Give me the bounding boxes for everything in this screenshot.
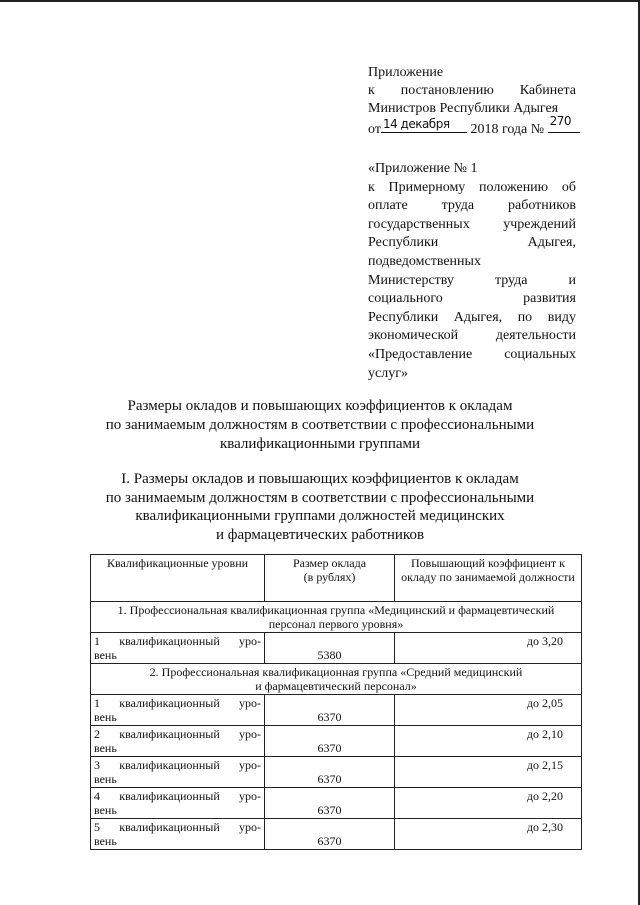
appendix-word: Кабинета — [519, 83, 576, 98]
heading-line: Размеры окладов и повышающих коэффициентов к окладам — [127, 398, 513, 414]
level-cell — [91, 695, 265, 726]
document-heading — [60, 397, 580, 454]
coefficient-cell: до 2,10 — [395, 726, 582, 757]
appendix-1-line — [368, 216, 576, 235]
salary-table — [90, 554, 582, 850]
word: Республики — [368, 235, 439, 251]
word: Примерному — [388, 179, 466, 195]
appendix-1-block — [368, 160, 576, 383]
word: экономической — [368, 328, 459, 344]
word: работников — [508, 198, 576, 214]
word: Адыгея, — [527, 235, 576, 251]
level-number: 2 — [94, 727, 100, 741]
table-row — [91, 695, 582, 726]
word: социальных — [504, 346, 576, 362]
appendix-1-line — [368, 197, 576, 216]
word: подведомственных — [368, 253, 481, 269]
level-word: квалификационный — [119, 820, 220, 834]
salary-cell: 6370 — [265, 757, 395, 788]
group-title — [91, 664, 582, 695]
level-word: квалификационный — [119, 789, 220, 803]
header-salary — [265, 555, 395, 602]
coefficient-cell: до 2,15 — [395, 757, 582, 788]
header-salary-line: Размер оклада — [292, 556, 367, 570]
word: учреждений — [503, 216, 576, 232]
table-header-row — [91, 555, 582, 602]
level-word-cont: вень — [94, 741, 117, 755]
header-salary-line: (в рублях) — [303, 570, 356, 584]
header-levels: Квалификационные уровни — [91, 555, 265, 602]
level-cell — [91, 788, 265, 819]
number-blank — [548, 114, 580, 133]
coefficient-cell: до 3,20 — [395, 633, 582, 664]
appendix-header — [368, 64, 576, 139]
group-title — [91, 602, 582, 633]
group-title-line: 1. Профессиональная квалификационная группа «Медицинский и фармацевтический — [117, 603, 555, 617]
salary-cell: 6370 — [265, 788, 395, 819]
word: Министерству — [368, 272, 454, 288]
appendix-word: к — [368, 83, 375, 98]
appendix-1-line — [368, 179, 576, 198]
section-heading-line: квалификационными группами должностей медицинских — [135, 508, 505, 524]
word: Республики — [368, 309, 439, 325]
level-word: уро- — [239, 758, 261, 772]
coefficient-cell: до 2,30 — [395, 819, 582, 850]
appendix-date-line — [368, 114, 576, 139]
level-cell — [91, 726, 265, 757]
appendix-1-line — [368, 309, 576, 328]
group-title-line: персонал первого уровня» — [268, 617, 404, 631]
table-row — [91, 633, 582, 664]
level-word-cont: вень — [94, 834, 117, 848]
level-word: уро- — [239, 820, 261, 834]
table-row — [91, 726, 582, 757]
appendix-1-title: «Приложение № 1 — [368, 161, 478, 176]
date-prefix: от — [368, 122, 381, 137]
word: виду — [547, 309, 576, 325]
appendix-line-1 — [368, 82, 576, 100]
word: к — [368, 179, 375, 195]
level-word: квалификационный — [119, 634, 220, 648]
salary-cell: 5380 — [265, 633, 395, 664]
appendix-word: постановлению — [400, 83, 494, 98]
level-cell — [91, 633, 265, 664]
heading-line: по занимаемым должностям в соответствии с профессиональными — [105, 417, 535, 433]
level-number: 1 — [94, 696, 100, 710]
word: оплате — [368, 198, 408, 214]
coefficient-cell: до 2,20 — [395, 788, 582, 819]
level-word: квалификационный — [119, 696, 220, 710]
word: услуг» — [368, 365, 408, 381]
section-1-heading — [60, 470, 580, 544]
level-number: 1 — [94, 634, 100, 648]
section-heading-line: I. Размеры окладов и повышающих коэффициентов к окладам — [121, 471, 519, 487]
word: «Предоставление — [368, 346, 473, 362]
group-row — [91, 602, 582, 633]
word: по — [517, 309, 533, 325]
level-number: 3 — [94, 758, 100, 772]
level-cell — [91, 757, 265, 788]
date-blank — [381, 118, 467, 133]
word: социального — [368, 291, 443, 307]
header-coefficient: Повышающий коэффициент к окладу по занимаемой должности — [395, 555, 582, 602]
word: развития — [523, 291, 576, 307]
level-word: квалификационный — [119, 758, 220, 772]
level-word: квалификационный — [119, 727, 220, 741]
appendix-1-line — [368, 346, 576, 365]
year-text: 2018 года № — [470, 122, 545, 137]
level-word: уро- — [239, 727, 261, 741]
level-number: 5 — [94, 820, 100, 834]
level-word: уро- — [239, 789, 261, 803]
section-heading-line: и фармацевтических работников — [215, 526, 425, 543]
level-word-cont: вень — [94, 710, 117, 724]
coefficient-cell: до 2,05 — [395, 695, 582, 726]
level-cell — [91, 819, 265, 850]
salary-cell: 6370 — [265, 726, 395, 757]
word: труда — [441, 198, 475, 214]
level-word-cont: вень — [94, 648, 117, 662]
appendix-1-line — [368, 327, 576, 346]
handwritten-number: 270 — [549, 114, 572, 128]
section-heading-line: по занимаемым должностям в соответствии с профессиональными — [105, 489, 535, 506]
word: об — [561, 179, 576, 195]
group-title-line: 2. Профессиональная квалификационная группа «Средний медицинский — [149, 665, 523, 679]
level-word-cont: вень — [94, 772, 117, 786]
handwritten-date: 14 декабря — [382, 117, 450, 131]
table-row — [91, 788, 582, 819]
word: государственных — [368, 216, 470, 232]
page-border-top — [0, 0, 640, 2]
word: положению — [479, 179, 549, 195]
appendix-1-line — [368, 290, 576, 309]
word: Адыгея, — [453, 309, 503, 325]
word: труда — [494, 272, 528, 288]
appendix-1-line — [368, 253, 576, 272]
heading-line: квалификационными группами — [219, 436, 421, 452]
appendix-1-line — [368, 272, 576, 291]
appendix-title: Приложение — [368, 65, 444, 80]
level-word: уро- — [239, 634, 261, 648]
salary-cell: 6370 — [265, 695, 395, 726]
group-title-line: и фармацевтический персонал» — [255, 679, 417, 693]
appendix-1-line — [368, 234, 576, 253]
table-row — [91, 819, 582, 850]
appendix-1-line — [368, 365, 576, 384]
level-word: уро- — [239, 696, 261, 710]
appendix-line-2: Министров Республики Адыгея — [368, 101, 559, 116]
level-word-cont: вень — [94, 803, 117, 817]
word: и — [568, 272, 576, 288]
salary-cell: 6370 — [265, 819, 395, 850]
table-row — [91, 757, 582, 788]
word: деятельности — [495, 328, 576, 344]
level-number: 4 — [94, 789, 100, 803]
group-row — [91, 664, 582, 695]
